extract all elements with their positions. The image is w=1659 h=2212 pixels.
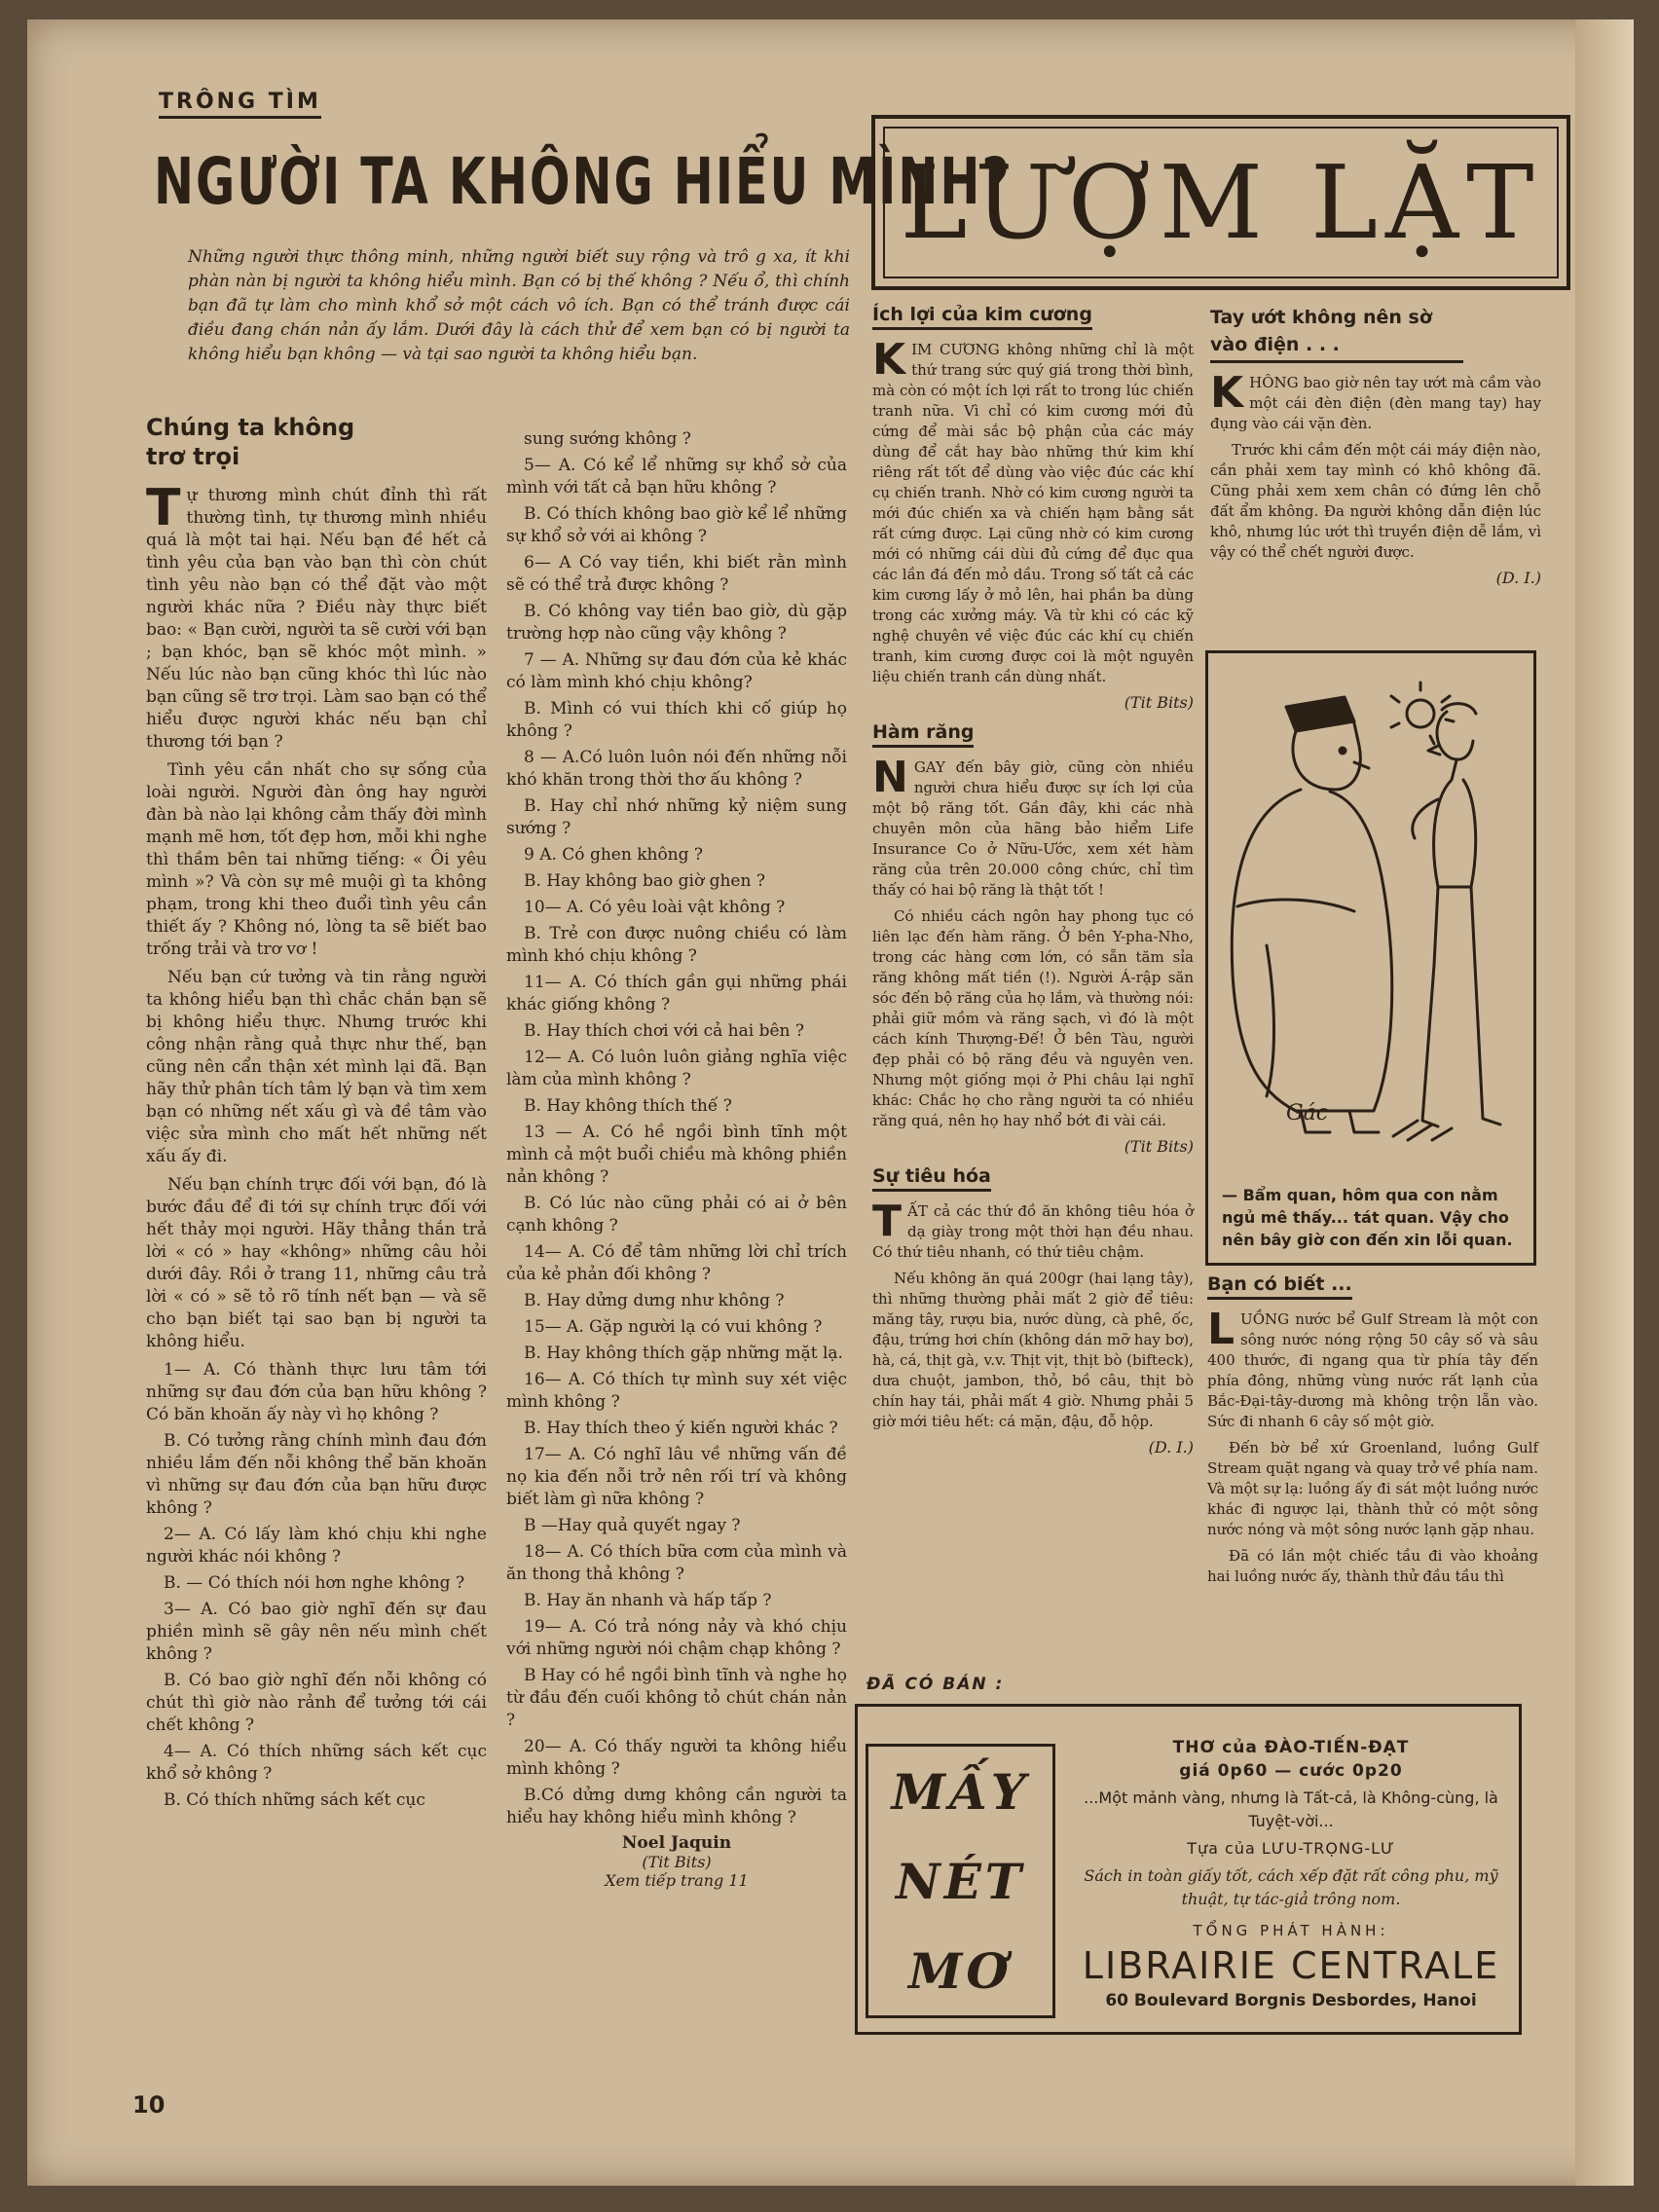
luom-lat-banner — [871, 115, 1570, 290]
question: 16— A. Có thích tự mình suy xét việc mình không ? — [506, 1370, 847, 1412]
question: B. — Có thích nói hơn nghe không ? — [164, 1573, 465, 1593]
question: 5— A. Có kể lể những sự khổ sở của mình với tất cả bạn hữu không ? — [506, 456, 847, 498]
cartoon-drawing — [1208, 653, 1533, 1160]
teeth-heading: Hàm răng — [872, 721, 974, 748]
publisher-name: LIBRAIRIE CENTRALE — [1082, 1944, 1500, 1987]
magazine-page — [27, 19, 1634, 2186]
question: B. Có lúc nào cũng phải có ai ở bên cạnh không ? — [506, 1194, 847, 1235]
question: 19— A. Có trả nóng nảy và khó chịu với những người nói chậm chạp không ? — [506, 1617, 847, 1659]
gulf-stream-article — [1207, 1273, 1538, 1692]
question: B. Hay dửng dưng như không ? — [524, 1291, 785, 1310]
digestion-heading: Sự tiêu hóa — [872, 1165, 991, 1192]
question: B. Có thích những sách kết cục — [164, 1790, 425, 1810]
subhead: Chúng ta không trơ trọi — [146, 414, 355, 470]
article-paragraph: Tình yêu cần nhất cho sự sống của loài người. Người đàn ông hay người đàn bà nào lại không cảm thấy đời mình mạnh mẽ hơn, tốt đẹp hơn, mỗi khi nghe thì thầm bên tai những tiếng: « Ôi yêu mình »? Và còn sự mê muội gì ta không phạm, trong khi theo đuổi tình yêu cần thiết ấy ? Không nó, lòng ta sẽ biết bao trống trải và trơ vơ ! — [146, 760, 488, 959]
question: sung sướng không ? — [524, 429, 691, 449]
article-column-2 — [506, 428, 847, 2083]
article-paragraph: Nếu bạn cứ tưởng và tin rằng người ta không hiểu bạn thì chắc chắn bạn sẽ bị không hiểu thực. Nhưng trước khi công nhận rằng quả thực như thế, bạn cũng nên cẩn thận xét mình lại đã. Bạn hãy thử phân tích tâm lý bạn và tìm xem bạn có những nết xấu gì và đề tâm vào việc sửa mình cho mất hết những nết xấu ấy đi. — [146, 968, 487, 1166]
book-title-word: MƠ — [908, 1941, 1013, 2000]
ad-quote: ...Một mảnh vàng, nhưng là Tất-cả, là Không-cùng, là Tuyệt-vời... — [1084, 1788, 1498, 1830]
teeth-text: NGAY đến bây giờ, cũng còn nhiều người chưa hiểu được sự ích lợi của một bộ răng tốt. Gần đây, khi các nhà chuyên môn của hãng bảo hiểm Life Insurance Co ở Nữu-Ước, xem xét hàm răng của trên 20.000 công chức, chỉ tìm thấy có hai bộ răng là thật tốt ! — [872, 753, 1194, 899]
question: B. Mình có vui thích khi cố giúp họ không ? — [506, 699, 847, 741]
gulf-text: LUỒNG nước bể Gulf Stream là một con sông nước nóng rộng 50 cây số và sâu 400 thước, đi ngang qua từ phía tây đến phía đông, những vùng nước rất lạnh của Bắc-Đại-tây-dương mà không trộn lẫn vào. Sức đi nhanh 6 cây số một giờ. — [1207, 1305, 1538, 1430]
article-column-1 — [146, 413, 487, 2087]
facing-page-edge — [1575, 19, 1634, 2186]
question: 14— A. Có để tâm những lời chỉ trích của kẻ phản đối không ? — [506, 1242, 847, 1284]
question: 4— A. Có thích những sách kết cục khổ sở không ? — [146, 1742, 487, 1784]
question: B. Hay không thích gặp những mặt lạ. — [524, 1344, 843, 1363]
cartoon-caption: — Bẩm quan, hôm qua con nằm ngủ mê thấy... tát quan. Vậy cho nên bây giờ con đến xin lỗi quan. — [1222, 1186, 1513, 1249]
question: B. Trẻ con được nuông chiều có làm mình khó chịu không ? — [506, 924, 847, 966]
question: B. Hay chỉ nhớ những kỷ niệm sung sướng ? — [506, 796, 847, 838]
page-number: 10 — [132, 2091, 166, 2119]
wet-hands-source: (D. I.) — [1495, 569, 1541, 587]
question: 20— A. Có thấy người ta không hiểu mình không ? — [506, 1737, 847, 1779]
question: 8 — A.Có luôn luôn nói đến những nỗi khó khăn trong thời thơ ấu không ? — [506, 748, 847, 790]
question: 17— A. Có nghĩ lâu về những vấn đề nọ kia đến nỗi trở nên rối trí và không biết làm gì nữa không ? — [506, 1445, 847, 1509]
question: 1— A. Có thành thực lưu tâm tới những sự đau đớn của bạn hữu không ? Có băn khoăn ấy này vì họ không ? — [146, 1360, 487, 1424]
question: B. Hay ăn nhanh và hấp tấp ? — [524, 1591, 772, 1610]
question: 7 — A. Những sự đau đớn của kẻ khác có làm mình khó chịu không? — [506, 650, 847, 692]
book-title-block — [866, 1744, 1055, 2018]
ad-distributor-label: TỔNG PHÁT HÀNH: — [1193, 1922, 1389, 1939]
book-details — [1077, 1736, 1505, 2012]
digestion-text: Nếu không ăn quá 200gr (hai lạng tây), thì những thường phải mất 2 giờ để tiêu: măng tây, rượu bia, nước dùng, cà phê, ốc, đậu, trứng hơi chín (không dán mỡ hay bơ), hà, cá, thịt gà, v.v. Thịt vịt, thịt bò (bifteck), dưa chuột, jambon, thỏ, bồ câu, thịt bò chín hay tái, phải mất 4 giờ. Nhưng phải 5 giờ mới tiêu hết: cá mặn, đậu, đỗ hộp. — [872, 1270, 1194, 1430]
headline: NGƯỜI TA KHÔNG HIỂU MÌNH? — [154, 144, 1012, 219]
ad-description: Sách in toàn giấy tốt, cách xếp đặt rất công phu, mỹ thuật, tự tác-giả trông nom. — [1084, 1866, 1498, 1908]
question: B Hay có hề ngồi bình tĩnh và nghe họ từ đầu đến cuối không tỏ chút chán nản ? — [506, 1666, 847, 1730]
book-title-word: NÉT — [895, 1852, 1026, 1910]
digestion-text: TẤT cả các thứ đồ ăn không tiêu hóa ở dạ giày trong một thời hạn đều nhau. Có thứ tiêu nhanh, có thứ tiêu chậm. — [872, 1197, 1194, 1261]
diamond-source: (Tit Bits) — [1124, 693, 1194, 712]
question: 13 — A. Có hề ngồi bình tĩnh một mình cả một buổi chiều mà không phiền nản không ? — [506, 1123, 847, 1187]
question: 18— A. Có thích bữa cơm của mình và ăn thong thả không ? — [506, 1542, 847, 1584]
ad-label: ĐÃ CÓ BÁN : — [866, 1675, 1005, 1694]
wet-hands-text: Trước khi cầm đến một cái máy điện nào, cần phải xem tay mình có khô không đã. Cũng phải xem xem chân có đứng lên chỗ đất ẩm không. Đa người không dẫn điện lúc khô, nhưng lúc ướt thì truyền điện dễ lắm, vì vậy có thể chết người được. — [1210, 441, 1541, 561]
question: B. Có không vay tiền bao giờ, dù gặp trường hợp nào cũng vậy không ? — [506, 602, 847, 644]
author: Noel Jaquin — [621, 1833, 732, 1853]
question: 11— A. Có thích gần gụi những phái khác giống không ? — [506, 973, 847, 1014]
article-paragraph: Tự thương mình chút đỉnh thì rất thường tình, tự thương mình nhiều quá là một tai hại. Nếu bạn đề hết cả tình yêu của bạn vào bạn thì còn chút tình yêu nào bạn có thể đặt vào một người khác nữa ? Điều này thực biết bao: « Bạn cười, người ta sẽ cười với bạn ; bạn khóc, bạn sẽ khóc một mình. » Nếu lúc nào bạn cũng khóc thì lúc nào bạn cũng sẽ trơ trọi. Làm sao bạn có thể hiểu được người khác nếu bạn chỉ thương tới bạn ? — [146, 479, 487, 752]
section-title: LƯỢM LẶT — [900, 143, 1542, 262]
source: (Tit Bits) — [642, 1853, 712, 1871]
question: 12— A. Có luôn luôn giảng nghĩa việc làm của mình không ? — [506, 1048, 847, 1089]
diamond-heading: Ích lợi của kim cương — [872, 304, 1092, 330]
question: B.Có dửng dưng không cần người ta hiểu hay không hiểu mình không ? — [506, 1786, 847, 1827]
ad-price-line: giá 0p60 — cước 0p20 — [1179, 1761, 1403, 1781]
publisher-address: 60 Boulevard Borgnis Desbordes, Hanoi — [1105, 1991, 1477, 2010]
question: B —Hay quả quyết ngay ? — [524, 1516, 741, 1535]
gulf-heading: Bạn có biết ... — [1207, 1273, 1352, 1300]
question: B. Có tưởng rằng chính mình đau đớn nhiều lắm đến nỗi không thể băn khoăn vì những sự đau đớn của bạn hữu được không ? — [146, 1431, 487, 1518]
teeth-text: Có nhiều cách ngôn hay phong tục có liên lạc đến hàm răng. Ở bên Y-pha-Nho, trong các hàng cơm lớn, có sẵn tăm sỉa răng không mất tiền (!). Người Á-rập săn sóc đến bộ răng của họ lắm, và thường nói: phải giữ mồm và răng sạch, vì đó là một cách kính Thượng-Đế! Ở bên Tàu, người đẹp phải có bộ răng đều và nguyên ven. Nhưng một giống mọi ở Phi châu lại nghĩ khác: Chắc họ cho rằng người ta có nhiều răng quá, nên họ hay nhổ bớt đi vài cái. — [872, 907, 1194, 1129]
cartoon — [1205, 650, 1536, 1266]
question: B. Hay không thích thế ? — [524, 1096, 732, 1116]
kicker: TRÔNG TÌM — [159, 90, 321, 119]
ad-preface-line: Tựa của LƯU-TRỌNG-LƯ — [1187, 1839, 1395, 1858]
question: B. Hay thích theo ý kiến người khác ? — [524, 1419, 838, 1438]
question: 3— A. Có bao giờ nghĩ đến sự đau phiền mình sẽ gây nên nếu mình chết không ? — [146, 1600, 487, 1664]
wet-hands-text: KHÔNG bao giờ nên tay ướt mà cầm vào một cái đèn điện (đèn mang tay) hay đụng vào cái vặn đèn. — [1210, 368, 1541, 432]
ad-author-line: THƠ của ĐÀO-TIẾN-ĐẠT — [1172, 1738, 1410, 1757]
intro-text: Những người thực thông minh, những người biết suy rộng và trô g xa, ít khi phàn nàn bị người ta không hiểu mình. Bạn có bị thế không ? Nếu ổ, thì chính bạn đã tự làm cho mình khổ sở một cách vô ích. Bạn có thể tránh được cái điều đang chán nản ấy lắm. Dưới đây là cách thử để xem bạn có bị người ta không hiểu bạn không — và tại sao người ta không hiểu bạn. — [188, 247, 850, 364]
diamond-text: KIM CƯƠNG không những chỉ là một thứ trang sức quý giá trong thời bình, mà còn có một ích lợi rất to trong lúc chiến tranh nữa. Vì chỉ có kim cương mới đủ cứng để mài sắc bộ phận của các máy dùng để cắt hay bào những thứ kim khí riêng rất tốt để dùng vào việc đúc các khí cụ chiến tranh. Nhờ có kim cương người ta mới đúc chiến xa và chiến hạm bằng sắt rất cứng được. Lại cũng nhờ có kim cương mới có những cái dùi đủ cứng để đục qua các lần đá đến mỏ dầu. Trong số tất cả các kim cương lấy ở mỏ lên, hai phần ba dùng trong các xưởng máy. Và từ khi có các kỹ nghệ chuyên về việc đúc các khí cụ chiến tranh, kim cương được coi là một nguyên liệu chiến tranh cần dùng nhất. — [872, 335, 1194, 685]
luom-lat-column-2 — [1210, 304, 1541, 645]
question: 2— A. Có lấy làm khó chịu khi nghe người khác nói không ? — [146, 1525, 487, 1567]
question: 9 A. Có ghen không ? — [524, 845, 704, 865]
cartoon-signature: Gác — [1286, 1101, 1329, 1125]
gulf-text: Đến bờ bể xứ Groenland, luồng Gulf Stream quặt ngang và quay trở về phía nam. Và một sự lạ: luồng ấy đi sát một luồng nước khác đi ngược lại, thành thử có một sông nước nóng và một sông nước lạnh gặp nhau. — [1207, 1439, 1538, 1538]
question: 6— A Có vay tiền, khi biết rằn mình sẽ có thể trả được không ? — [506, 553, 847, 595]
article-paragraph: Nếu bạn chính trực đối với bạn, đó là bước đầu để đi tới sự chính trực đối với hết thảy mọi người. Hãy thẳng thắn trả lời « có » hay «không» những câu hỏi dưới đây. Rồi ở trang 11, những câu trả lời « có » sẽ tỏ rõ tính nết bạn — và sẽ cho bạn biết tại sao bạn bị người ta không hiểu. — [146, 1175, 487, 1351]
question: B. Có bao giờ nghĩ đến nỗi không có chút thì giờ nào rảnh để tưởng tới cái chết không ? — [146, 1671, 487, 1735]
digestion-source: (D. I.) — [1148, 1438, 1194, 1456]
question: B. Có thích không bao giờ kể lể những sự khổ sở với ai không ? — [506, 504, 847, 546]
wet-hands-heading: Tay ướt không nên sờ vào điện . . . — [1210, 304, 1463, 363]
book-title-word: MẤY — [891, 1762, 1030, 1821]
teeth-source: (Tit Bits) — [1124, 1137, 1194, 1156]
question: B. Hay thích chơi với cả hai bên ? — [524, 1021, 804, 1041]
continued-note: Xem tiếp trang 11 — [605, 1871, 749, 1890]
book-advertisement — [855, 1704, 1522, 2035]
luom-lat-column-1 — [872, 304, 1194, 1686]
question: B. Hay không bao giờ ghen ? — [524, 871, 765, 891]
question: 15— A. Gặp người lạ có vui không ? — [524, 1317, 823, 1337]
gulf-text: Đã có lần một chiếc tầu đi vào khoảng hai luồng nước ấy, thành thử đầu tầu thì — [1207, 1547, 1538, 1585]
question: 10— A. Có yêu loài vật không ? — [524, 898, 786, 917]
